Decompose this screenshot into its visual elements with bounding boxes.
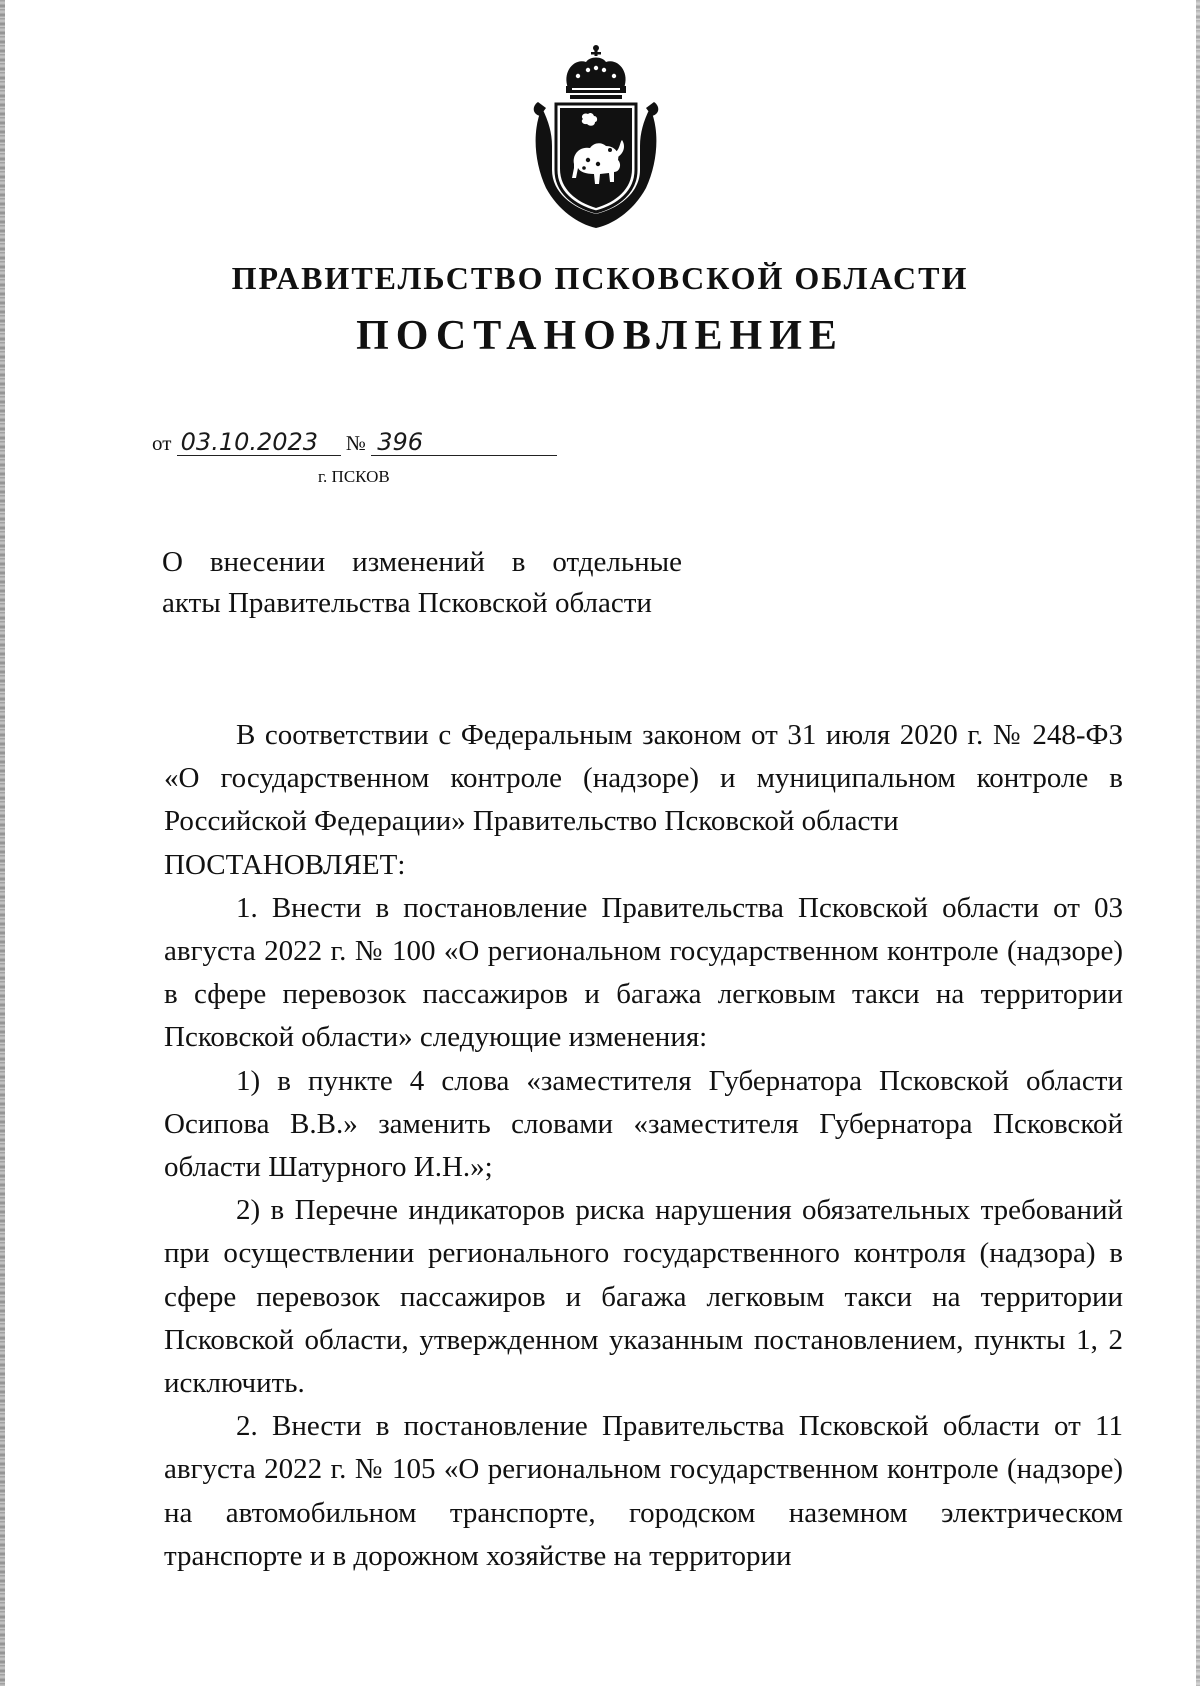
- document-subject: [162, 542, 682, 624]
- coat-of-arms-icon: [528, 42, 664, 230]
- resolves-paragraph: ПОСТАНОВЛЯЕТ:: [164, 848, 406, 881]
- date-number-line: [152, 428, 557, 458]
- item-1-sub-2-paragraph: 2) в Перечне индикаторов риска нарушения обязательных требований при осуществлении регионального государственного контроля (надзора) в сфере перевозок пассажиров и багажа легковым такси на территории Псковской области, утвержденном указанным постановлением, пункты 1, 2 исключить.: [164, 1194, 1123, 1400]
- item-1-paragraph: 1. Внести в постановление Правительства Псковской области от 03 августа 2022 г. № 100 «О региональном государственном контроле (надзоре) в сфере перевозок пассажиров и багажа легковым такси на территории Псковской области» следующие изменения:: [164, 891, 1123, 1054]
- scan-edge-right: [1196, 0, 1200, 1686]
- document-type-title: ПОСТАНОВЛЕНИЕ: [356, 313, 844, 359]
- date-prefix: от: [152, 431, 172, 455]
- document-date: 03.10.2023: [177, 429, 341, 456]
- item-1-sub-1-paragraph: 1) в пункте 4 слова «заместителя Губернатора Псковской области Осипова В.В.» заменить словами «заместителя Губернатора Псковской области Шатурного И.Н.»;: [164, 1064, 1123, 1184]
- item-2-paragraph: 2. Внести в постановление Правительства Псковской области от 11 августа 2022 г. № 105 «О региональном государственном контроле (надзоре) на автомобильном транспорте, городском наземном электрическом транспорте и в дорожном хозяйстве на территории: [164, 1410, 1123, 1572]
- subject-line-2: акты Правительства Псковской области: [162, 587, 652, 619]
- document-number: 396: [371, 429, 557, 456]
- subject-line-1: О внесении изменений в отдельные: [162, 546, 682, 578]
- preamble-paragraph: В соответствии с Федеральным законом от 31 июля 2020 г. № 248-ФЗ «О государственном контроле (надзоре) и муниципальном контроле в Российской Федерации» Правительство Псковской области: [164, 719, 1123, 838]
- number-prefix: №: [345, 431, 366, 455]
- organization-title: ПРАВИТЕЛЬСТВО ПСКОВСКОЙ ОБЛАСТИ: [231, 260, 969, 296]
- document-body: [164, 714, 1123, 1578]
- city-label: г. ПСКОВ: [318, 467, 390, 486]
- crown-icon: [566, 45, 626, 99]
- scan-edge-left: [0, 0, 5, 1686]
